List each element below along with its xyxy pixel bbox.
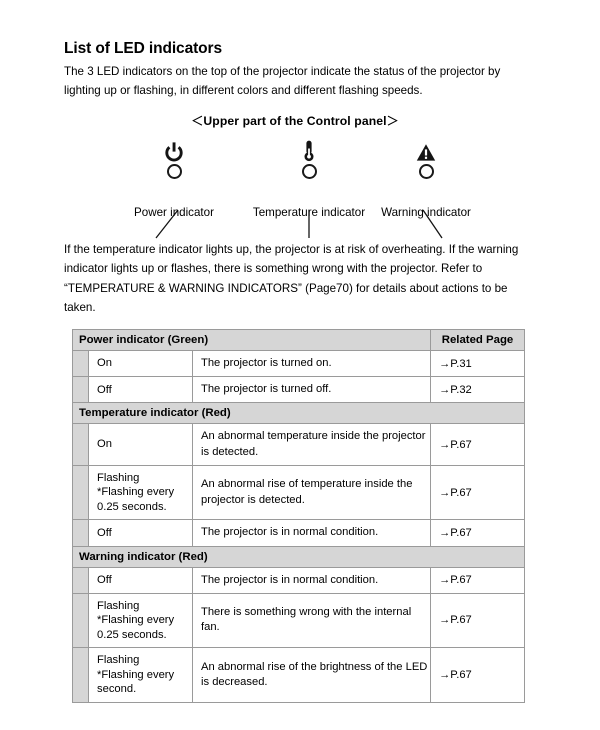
control-panel-diagram <box>64 112 526 224</box>
related-page-cell[interactable]: →P.67 <box>431 465 525 520</box>
table-section-header-row <box>73 330 525 351</box>
table-row <box>73 351 525 377</box>
indicator-description-cell: There is something wrong with the internal fan. <box>193 593 431 648</box>
table-row <box>73 648 525 703</box>
table-row <box>73 377 525 403</box>
row-gutter <box>73 424 89 465</box>
power-icon <box>124 140 224 162</box>
section-header-spacer <box>431 546 525 567</box>
indicator-state-cell: Flashing *Flashing every 0.25 seconds. <box>89 465 193 520</box>
section-heading: Power indicator (Green) <box>73 330 431 351</box>
indicator-description-cell: An abnormal rise of the brightness of the LED is decreased. <box>193 648 431 703</box>
body-paragraph: If the temperature indicator lights up, the projector is at risk of overheating. If the warning indicator lights up or flashes, there is something wrong with the projector. Refer to “TEMPERATURE & WARNING INDICATORS” (Page70) for details about actions to be taken. <box>64 243 519 315</box>
row-gutter <box>73 351 89 377</box>
indicator-description-cell: The projector is in normal condition. <box>193 520 431 546</box>
power-lamp <box>167 164 182 179</box>
indicator-power <box>124 140 224 179</box>
table-section-header-row <box>73 403 525 424</box>
table-section-header-row <box>73 546 525 567</box>
row-gutter <box>73 520 89 546</box>
indicator-description-cell: The projector is in normal condition. <box>193 567 431 593</box>
related-page-cell[interactable]: →P.32 <box>431 377 525 403</box>
warning-triangle-icon <box>376 140 476 162</box>
table-row <box>73 424 525 465</box>
indicator-description-cell: An abnormal temperature inside the projector is detected. <box>193 424 431 465</box>
indicator-state-cell: On <box>89 351 193 377</box>
indicator-state-cell: Off <box>89 567 193 593</box>
indicator-description-cell: The projector is turned on. <box>193 351 431 377</box>
indicator-description-cell: An abnormal rise of temperature inside the projector is detected. <box>193 465 431 520</box>
table-row <box>73 567 525 593</box>
row-gutter <box>73 465 89 520</box>
indicator-state-cell: On <box>89 424 193 465</box>
section-heading: Temperature indicator (Red) <box>73 403 431 424</box>
table-row <box>73 520 525 546</box>
row-gutter <box>73 648 89 703</box>
thermometer-icon <box>259 140 359 162</box>
temperature-lamp <box>302 164 317 179</box>
indicator-label-warning: Warning indicator <box>381 206 471 219</box>
related-page-header: Related Page <box>431 330 525 351</box>
table-row <box>73 593 525 648</box>
warning-lamp <box>419 164 434 179</box>
row-gutter <box>73 567 89 593</box>
related-page-cell[interactable]: →P.67 <box>431 424 525 465</box>
indicator-state-cell: Flashing *Flashing every second. <box>89 648 193 703</box>
related-page-cell[interactable]: →P.31 <box>431 351 525 377</box>
indicator-state-cell: Flashing *Flashing every 0.25 seconds. <box>89 593 193 648</box>
led-indicator-table-wrapper <box>72 329 524 703</box>
page-title: List of LED indicators <box>64 40 222 57</box>
indicator-description-cell: The projector is turned off. <box>193 377 431 403</box>
indicator-state-cell: Off <box>89 520 193 546</box>
related-page-cell[interactable]: →P.67 <box>431 593 525 648</box>
related-page-cell[interactable]: →P.67 <box>431 520 525 546</box>
section-header-spacer <box>431 403 525 424</box>
indicator-label-power: Power indicator <box>134 206 214 219</box>
led-indicator-table <box>72 329 525 703</box>
diagram-caption: ＜Upper part of the Control panel＞ <box>191 114 399 128</box>
indicator-label-temperature: Temperature indicator <box>252 206 366 219</box>
row-gutter <box>73 377 89 403</box>
related-page-cell[interactable]: →P.67 <box>431 567 525 593</box>
intro-paragraph: The 3 LED indicators on the top of the projector indicate the status of the projector by lighting up or flashing, in different colors and different flashing speeds. <box>64 65 501 97</box>
table-body <box>73 330 525 703</box>
indicator-temperature <box>259 140 359 179</box>
row-gutter <box>73 593 89 648</box>
indicator-state-cell: Off <box>89 377 193 403</box>
table-row <box>73 465 525 520</box>
section-heading: Warning indicator (Red) <box>73 546 431 567</box>
indicator-warning <box>376 140 476 179</box>
related-page-cell[interactable]: →P.67 <box>431 648 525 703</box>
